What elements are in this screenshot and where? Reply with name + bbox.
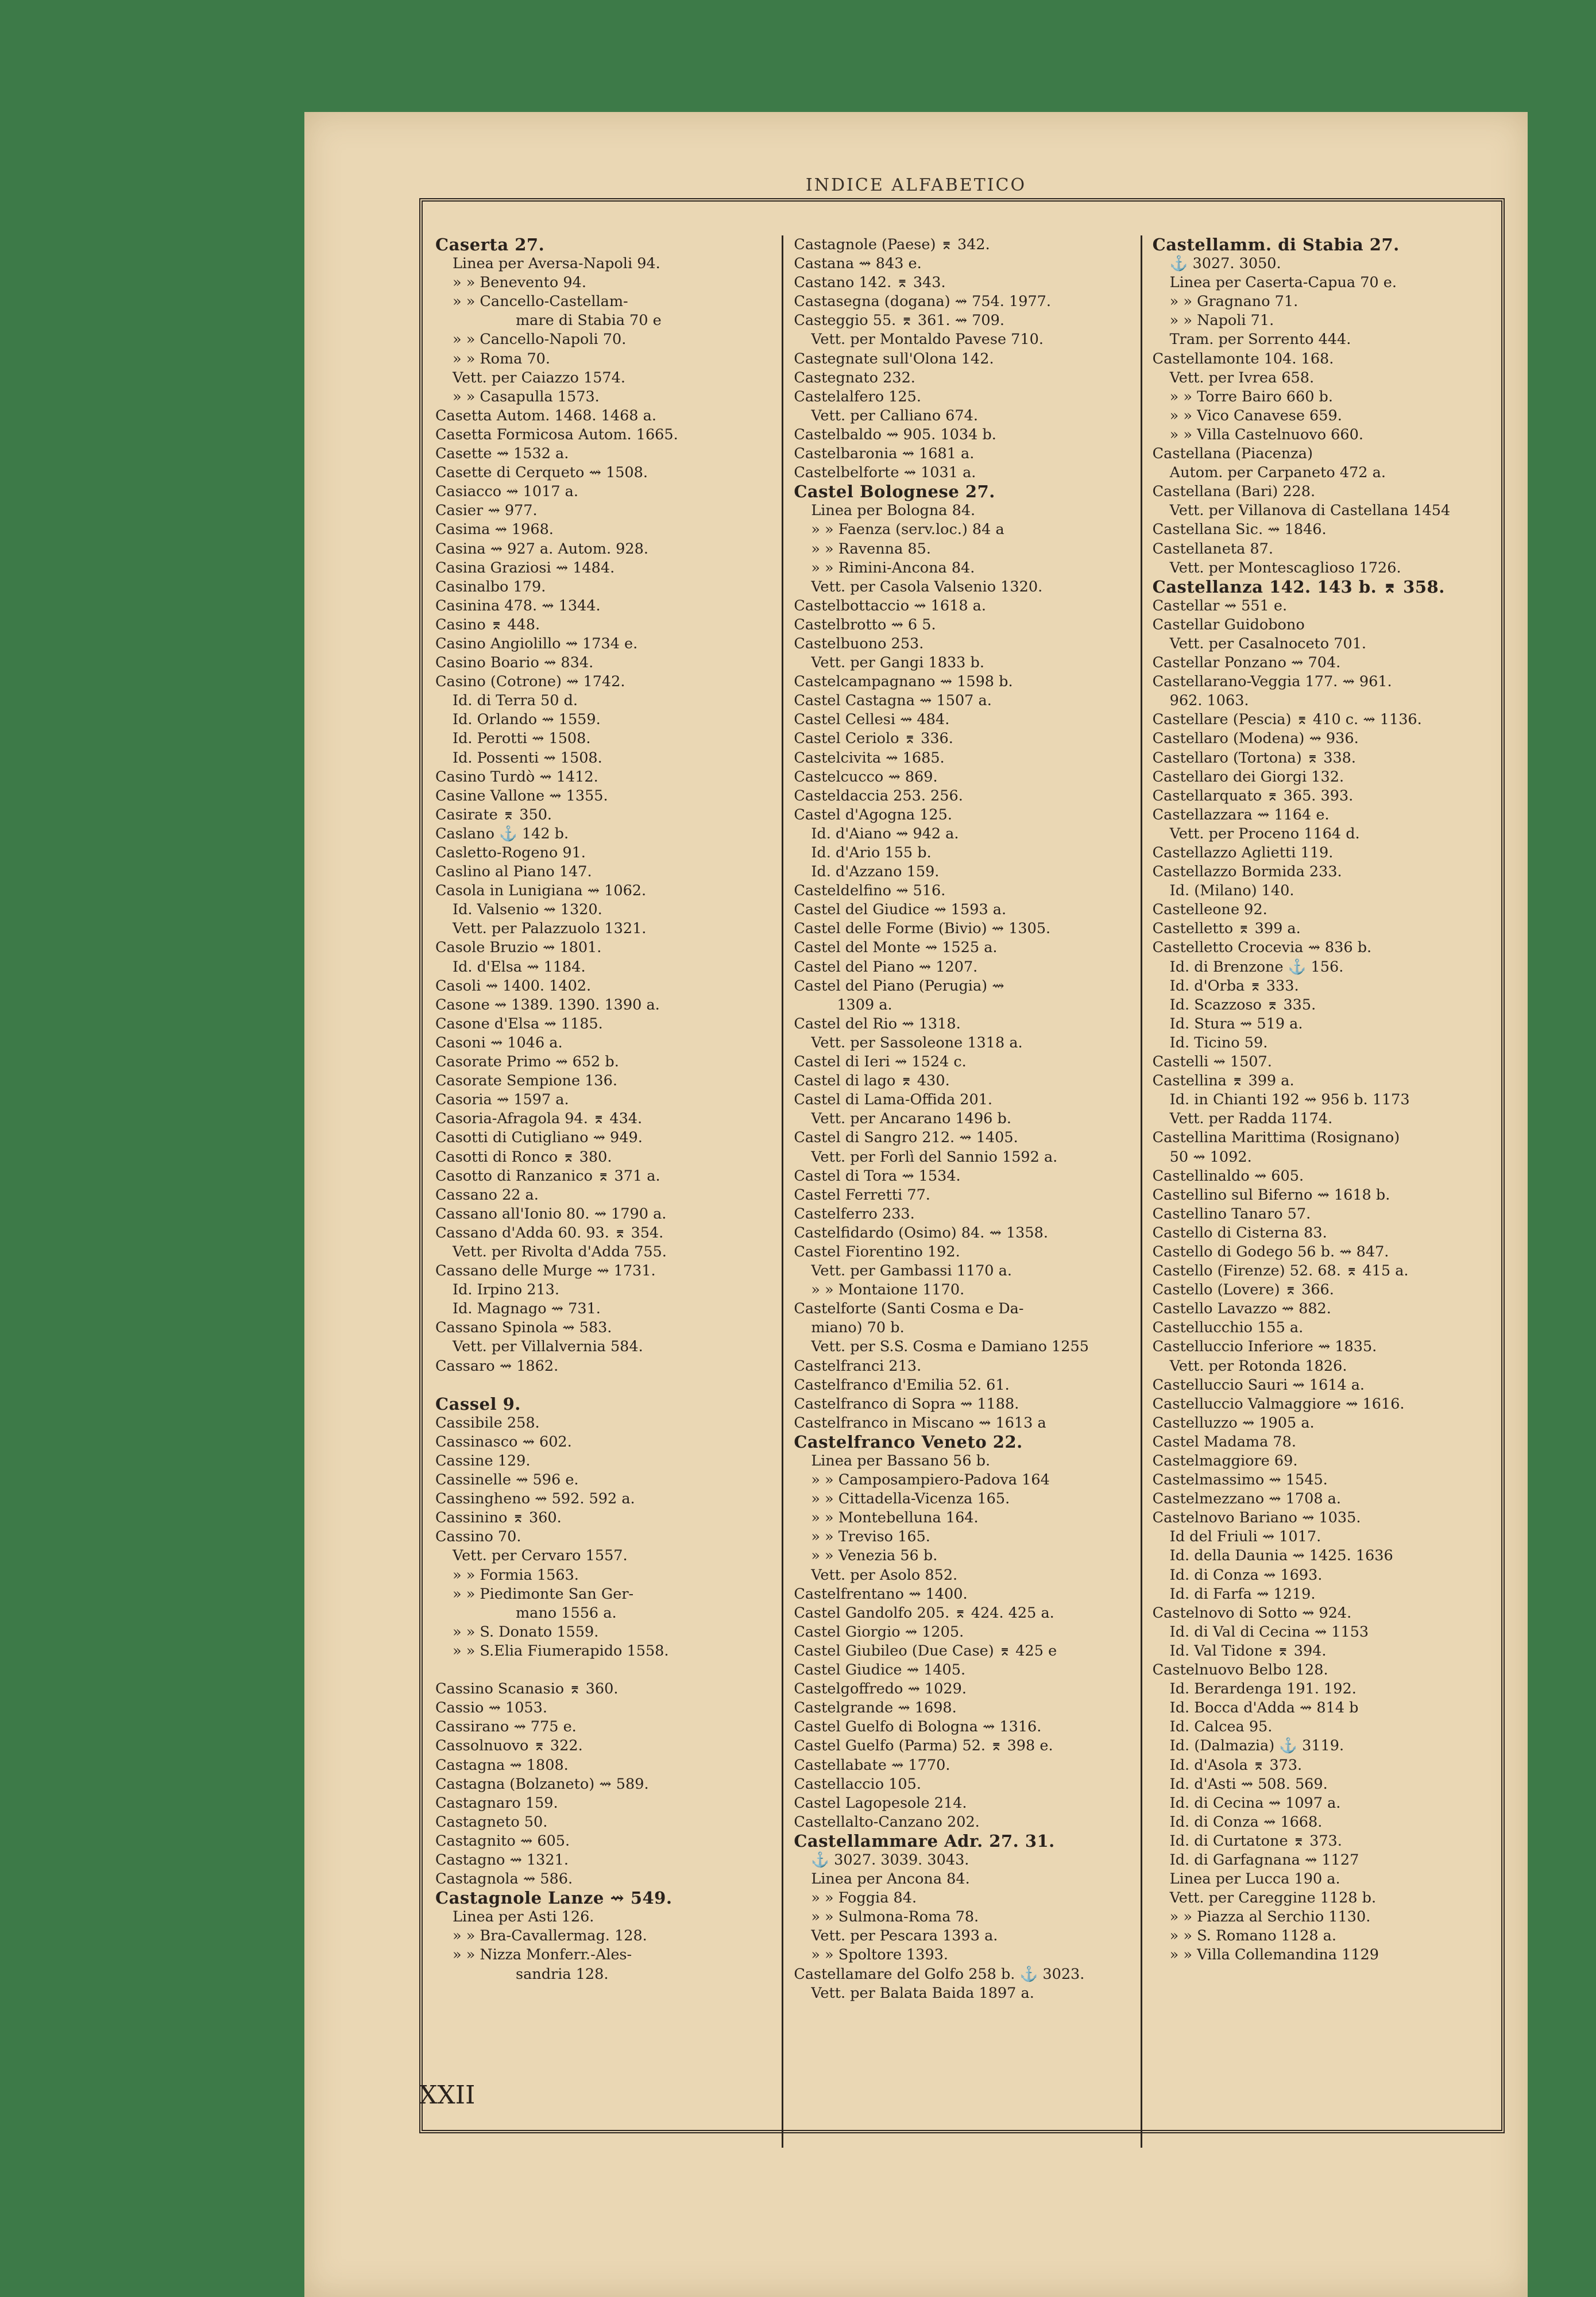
index-entry: Cassirano ⇝ 775 e. (435, 1718, 577, 1736)
index-entry: Castelferro 233. (794, 1205, 915, 1223)
index-entry: Castellarquato ⌆ 365. 393. (1152, 787, 1354, 805)
index-entry: Casoria ⇝ 1597 a. (435, 1091, 569, 1109)
index-entry: Casoria-Afragola 94. ⌆ 434. (435, 1110, 643, 1128)
index-entry: Casino Boario ⇝ 834. (435, 654, 594, 672)
index-entry: ⚓ 3027. 3050. (1169, 255, 1281, 273)
index-entry: Castello (Lovere) ⌆ 366. (1152, 1281, 1334, 1299)
index-entry: Id. d'Elsa ⇝ 1184. (453, 958, 586, 976)
index-entry: Vett. per Sassoleone 1318 a. (811, 1034, 1023, 1051)
index-heading-entry: Castagnole Lanze ⇝ 549. (435, 1889, 673, 1908)
index-entry: 1309 a. (837, 996, 892, 1014)
index-entry: Castel Giorgio ⇝ 1205. (794, 1623, 964, 1641)
index-entry: Castellana Sic. ⇝ 1846. (1152, 521, 1327, 539)
index-entry: » » Cancello-Castellam- (453, 293, 628, 311)
index-entry: Castagno ⇝ 1321. (435, 1851, 569, 1869)
index-entry: Vett. per S.S. Cosma e Damiano 1255 (811, 1338, 1089, 1356)
index-entry: » » Villa Castelnuovo 660. (1169, 426, 1363, 443)
index-entry: Id. (Dalmazia) ⚓ 3119. (1169, 1737, 1344, 1755)
index-entry: Castellina ⌆ 399 a. (1152, 1072, 1294, 1090)
index-entry: Id. della Daunia ⇝ 1425. 1636 (1169, 1547, 1393, 1565)
index-entry: Castel Giubileo (Due Case) ⌆ 425 e (794, 1642, 1057, 1660)
index-entry: Cassano 22 a. (435, 1186, 539, 1204)
index-entry: Castello (Firenze) 52. 68. ⌆ 415 a. (1152, 1262, 1409, 1280)
index-entry: Castana ⇝ 843 e. (794, 255, 922, 273)
index-entry: Casinalbo 179. (435, 578, 546, 595)
index-entry: Casetta Autom. 1468. 1468 a. (435, 407, 656, 424)
index-entry: » » Sulmona-Roma 78. (811, 1908, 979, 1926)
index-entry: Linea per Asti 126. (453, 1908, 594, 1926)
index-entry: Cassano delle Murge ⇝ 1731. (435, 1262, 656, 1280)
index-entry: Castel del Giudice ⇝ 1593 a. (794, 901, 1007, 919)
index-entry: Cassingheno ⇝ 592. 592 a. (435, 1490, 635, 1508)
index-entry: Castasegna (dogana) ⇝ 754. 1977. (794, 293, 1051, 311)
index-entry: Castelbaronia ⇝ 1681 a. (794, 445, 975, 463)
index-entry: Castel di Tora ⇝ 1534. (794, 1167, 961, 1185)
index-entry: Id. d'Asti ⇝ 508. 569. (1169, 1775, 1328, 1793)
index-entry: Tram. per Sorrento 444. (1169, 331, 1351, 349)
index-entry: Vett. per Rivolta d'Adda 755. (453, 1243, 667, 1260)
index-entry: Castel d'Agogna 125. (794, 806, 952, 823)
index-entry: Casoli ⇝ 1400. 1402. (435, 977, 592, 995)
index-entry: Id del Friuli ⇝ 1017. (1169, 1528, 1321, 1546)
index-entry: » » Gragnano 71. (1169, 293, 1299, 311)
index-entry: » » Bra-Cavallermag. 128. (453, 1927, 647, 1945)
index-entry: Vett. per Villanova di Castellana 1454 (1169, 502, 1451, 520)
index-entry: Castellarano-Veggia 177. ⇝ 961. (1152, 673, 1392, 691)
index-column-middle (782, 235, 1140, 2148)
index-entry: » » Torre Bairo 660 b. (1169, 388, 1333, 405)
index-entry: Castellare (Pescia) ⌆ 410 c. ⇝ 1136. (1152, 711, 1422, 729)
index-entry: » » Casapulla 1573. (453, 388, 600, 405)
index-entry: Castellaro dei Giorgi 132. (1152, 768, 1344, 786)
index-entry: Casima ⇝ 1968. (435, 521, 554, 539)
index-entry: Castelleone 92. (1152, 901, 1267, 919)
index-entry: Castellinaldo ⇝ 605. (1152, 1167, 1304, 1185)
index-entry: Vett. per Asolo 852. (811, 1566, 958, 1584)
index-entry: Castegnato 232. (794, 369, 915, 386)
index-entry: » » Roma 70. (453, 350, 551, 368)
index-entry: Castel Madama 78. (1152, 1433, 1296, 1451)
index-entry: Id. Stura ⇝ 519 a. (1169, 1015, 1303, 1033)
index-entry: Cassinelle ⇝ 596 e. (435, 1471, 579, 1489)
index-entry: ⚓ 3027. 3039. 3043. (811, 1851, 969, 1869)
index-entry: » » Cittadella-Vicenza 165. (811, 1490, 1010, 1508)
index-entry: Casirate ⌆ 350. (435, 806, 552, 823)
index-entry: Castelcivita ⇝ 1685. (794, 749, 945, 767)
index-entry: Cassaro ⇝ 1862. (435, 1357, 559, 1375)
index-entry: Casteldaccia 253. 256. (794, 787, 963, 805)
index-entry: » » Napoli 71. (1169, 312, 1274, 330)
index-entry: Castello Lavazzo ⇝ 882. (1152, 1300, 1331, 1318)
index-entry: Casino Turdò ⇝ 1412. (435, 768, 598, 786)
index-entry: » » Benevento 94. (453, 274, 586, 292)
index-entry: Vett. per Radda 1174. (1169, 1110, 1333, 1128)
index-entry: Vett. per Casola Valsenio 1320. (811, 578, 1043, 595)
index-entry: » » Cancello-Napoli 70. (453, 331, 627, 349)
index-entry: » » Treviso 165. (811, 1528, 930, 1546)
index-entry: Castel di Lama-Offida 201. (794, 1091, 993, 1109)
index-entry: Caslino al Piano 147. (435, 863, 592, 881)
index-entry: Vett. per Pescara 1393 a. (811, 1927, 998, 1945)
index-entry: Castellazzara ⇝ 1164 e. (1152, 806, 1330, 823)
index-entry: Cassino Scanasio ⌆ 360. (435, 1680, 619, 1698)
index-entry: Castelforte (Santi Cosma e Da- (794, 1300, 1024, 1318)
index-entry: Vett. per Forlì del Sannio 1592 a. (811, 1148, 1058, 1166)
index-entry: Casorate Sempione 136. (435, 1072, 617, 1090)
index-entry: Castelcampagnano ⇝ 1598 b. (794, 673, 1013, 691)
index-columns (425, 235, 1499, 2148)
index-entry: Castellaro (Modena) ⇝ 936. (1152, 730, 1359, 748)
index-entry: Id. d'Azzano 159. (811, 863, 940, 881)
index-column-left (425, 235, 782, 2148)
index-entry: Cassano d'Adda 60. 93. ⌆ 354. (435, 1224, 664, 1242)
index-entry: Vett. per Villalvernia 584. (453, 1338, 643, 1356)
index-entry: Castel delle Forme (Bivio) ⇝ 1305. (794, 920, 1051, 938)
index-entry: » » Venezia 56 b. (811, 1547, 938, 1565)
index-entry: » » Vico Canavese 659. (1169, 407, 1342, 424)
index-entry: Castel Cellesi ⇝ 484. (794, 711, 950, 729)
index-entry: » » S. Donato 1559. (453, 1623, 599, 1641)
index-entry: Castagna (Bolzaneto) ⇝ 589. (435, 1775, 649, 1793)
index-entry (435, 1661, 771, 1680)
index-entry: Castellazzo Aglietti 119. (1152, 844, 1334, 861)
index-entry: Castelnovo di Sotto ⇝ 924. (1152, 1604, 1352, 1622)
index-entry: » » Villa Collemandina 1129 (1169, 1946, 1379, 1964)
index-entry: miano) 70 b. (811, 1319, 905, 1337)
index-entry: Id. di Terra 50 d. (453, 692, 578, 710)
index-entry: Vett. per Calliano 674. (811, 407, 978, 424)
index-entry: Casina Graziosi ⇝ 1484. (435, 559, 615, 577)
index-entry: » » Spoltore 1393. (811, 1946, 949, 1964)
index-entry: Castel Ceriolo ⌆ 336. (794, 730, 953, 748)
index-entry: Casole Bruzio ⇝ 1801. (435, 939, 602, 957)
index-entry: Id. in Chianti 192 ⇝ 956 b. 1173 (1169, 1091, 1410, 1109)
index-entry: Casletto-Rogeno 91. (435, 844, 586, 861)
index-entry: Castellamare del Golfo 258 b. ⚓ 3023. (794, 1965, 1085, 1983)
index-entry: Id. Irpino 213. (453, 1281, 560, 1299)
page-header-title: INDICE ALFABETICO (805, 175, 1027, 195)
index-entry: Castelfranco di Sopra ⇝ 1188. (794, 1395, 1019, 1413)
index-entry: 50 ⇝ 1092. (1169, 1148, 1252, 1166)
index-entry: Castelfidardo (Osimo) 84. ⇝ 1358. (794, 1224, 1048, 1242)
index-entry: » » Ravenna 85. (811, 540, 931, 558)
index-entry: Castellar Guidobono (1152, 616, 1305, 633)
index-entry: Castelbelforte ⇝ 1031 a. (794, 464, 976, 482)
index-entry: Castelluccio Valmaggiore ⇝ 1616. (1152, 1395, 1405, 1413)
index-entry: Vett. per Casalnoceto 701. (1169, 635, 1367, 652)
index-entry: Casorate Primo ⇝ 652 b. (435, 1053, 619, 1071)
index-entry: Cassinasco ⇝ 602. (435, 1433, 572, 1451)
index-entry: » » S. Romano 1128 a. (1169, 1927, 1336, 1945)
index-entry: Castagneto 50. (435, 1813, 548, 1831)
index-entry: Castagna ⇝ 1808. (435, 1756, 569, 1774)
index-entry: Castelfranci 213. (794, 1357, 922, 1375)
index-entry: Id. di Conza ⇝ 1668. (1169, 1813, 1323, 1831)
index-entry: Castel del Rio ⇝ 1318. (794, 1015, 961, 1033)
index-entry: Casette ⇝ 1532 a. (435, 445, 569, 463)
index-entry: mare di Stabia 70 e (516, 312, 662, 330)
index-entry: Vett. per Ancarano 1496 b. (811, 1110, 1011, 1128)
index-entry: Id. di Conza ⇝ 1693. (1169, 1566, 1323, 1584)
index-entry: Id. Orlando ⇝ 1559. (453, 711, 601, 729)
index-entry: Cassibile 258. (435, 1414, 540, 1432)
index-entry: Castel Gandolfo 205. ⌆ 424. 425 a. (794, 1604, 1054, 1622)
index-entry: Castagnito ⇝ 605. (435, 1832, 570, 1850)
index-entry: Castelalfero 125. (794, 388, 921, 405)
index-entry: Castellamonte 104. 168. (1152, 350, 1334, 368)
index-heading-entry: Castellammare Adr. 27. 31. (794, 1831, 1055, 1851)
index-entry: Id. Possenti ⇝ 1508. (453, 749, 602, 767)
index-entry: Autom. per Carpaneto 472 a. (1169, 464, 1386, 482)
index-entry: Casone d'Elsa ⇝ 1185. (435, 1015, 603, 1033)
index-entry: Id. Bocca d'Adda ⇝ 814 b (1169, 1699, 1359, 1717)
index-entry: » » Faenza (serv.loc.) 84 a (811, 521, 1004, 539)
index-entry: sandria 128. (516, 1965, 609, 1983)
index-entry: Vett. per Careggine 1128 b. (1169, 1889, 1377, 1907)
index-entry: Castel di Sangro 212. ⇝ 1405. (794, 1129, 1018, 1147)
index-entry: Vett. per Cervaro 1557. (453, 1547, 628, 1565)
index-entry: Castel Guelfo di Bologna ⇝ 1316. (794, 1718, 1042, 1736)
index-entry: Castellucchio 155 a. (1152, 1319, 1304, 1337)
index-entry: Castelbuono 253. (794, 635, 924, 652)
index-entry: Castelli ⇝ 1507. (1152, 1053, 1272, 1071)
index-entry: Castellaro (Tortona) ⌆ 338. (1152, 749, 1357, 767)
index-entry: Castellina Marittima (Rosignano) (1152, 1129, 1400, 1147)
index-entry: Casotti di Cutigliano ⇝ 949. (435, 1129, 643, 1147)
index-entry: Castel Ferretti 77. (794, 1186, 930, 1204)
index-entry: Casina ⇝ 927 a. Autom. 928. (435, 540, 648, 558)
index-entry: Id. di Cecina ⇝ 1097 a. (1169, 1794, 1341, 1812)
index-entry: Id. di Val di Cecina ⇝ 1153 (1169, 1623, 1369, 1641)
index-entry: Vett. per Proceno 1164 d. (1169, 825, 1360, 842)
index-entry: Castano 142. ⌆ 343. (794, 274, 946, 292)
index-entry: Casino ⌆ 448. (435, 616, 540, 633)
index-entry: Castello di Cisterna 83. (1152, 1224, 1327, 1242)
index-entry: Castel del Piano ⇝ 1207. (794, 958, 978, 976)
index-entry: Linea per Bologna 84. (811, 502, 976, 520)
index-entry: » » Nizza Monferr.-Ales- (453, 1946, 632, 1964)
index-entry: » » S.Elia Fiumerapido 1558. (453, 1642, 669, 1660)
index-entry: Casine Vallone ⇝ 1355. (435, 787, 608, 805)
index-entry: Castellino Tanaro 57. (1152, 1205, 1311, 1223)
index-entry: Castelfrentano ⇝ 1400. (794, 1585, 968, 1603)
index-entry: Linea per Caserta-Capua 70 e. (1169, 274, 1397, 292)
index-heading-entry: Caserta 27. (435, 235, 545, 254)
index-entry: 962. 1063. (1169, 692, 1249, 710)
index-entry: Castellalto-Canzano 202. (794, 1813, 980, 1831)
index-entry: Vett. per Gambassi 1170 a. (811, 1262, 1012, 1280)
index-entry: Id. Perotti ⇝ 1508. (453, 730, 591, 748)
index-entry: Castellabate ⇝ 1770. (794, 1756, 950, 1774)
index-entry: Vett. per Caiazzo 1574. (453, 369, 625, 386)
index-entry: Id. di Garfagnana ⇝ 1127 (1169, 1851, 1359, 1869)
index-entry: Castagnaro 159. (435, 1794, 558, 1812)
index-entry: Cassine 129. (435, 1452, 531, 1470)
index-entry: Castellazzo Bormida 233. (1152, 863, 1342, 881)
page-sheet (304, 112, 1528, 2297)
index-entry: mano 1556 a. (516, 1604, 617, 1622)
index-entry: Castelfranco d'Emilia 52. 61. (794, 1376, 1010, 1394)
index-entry: » » Montebelluna 164. (811, 1509, 979, 1527)
index-entry: Castelletto ⌆ 399 a. (1152, 920, 1301, 938)
index-entry: Castel Fiorentino 192. (794, 1243, 960, 1260)
index-entry: Id. di Farfa ⇝ 1219. (1169, 1585, 1316, 1603)
index-entry: Castello di Godego 56 b. ⇝ 847. (1152, 1243, 1389, 1260)
index-entry: Castelbottaccio ⇝ 1618 a. (794, 597, 986, 614)
index-entry: Castel Lagopesole 214. (794, 1794, 967, 1812)
index-entry: Castelgrande ⇝ 1698. (794, 1699, 957, 1717)
index-entry: Castellana (Piacenza) (1152, 445, 1313, 463)
index-entry: Castelluccio Sauri ⇝ 1614 a. (1152, 1376, 1365, 1394)
index-entry: Vett. per Montescaglioso 1726. (1169, 559, 1401, 577)
index-entry: Castel del Piano (Perugia) ⇝ (794, 977, 1004, 995)
index-entry: Casino Angiolillo ⇝ 1734 e. (435, 635, 638, 652)
index-entry: Casotto di Ranzanico ⌆ 371 a. (435, 1167, 660, 1185)
index-entry: Casino (Cotrone) ⇝ 1742. (435, 673, 625, 691)
index-entry: Id. d'Orba ⌆ 333. (1169, 977, 1299, 995)
index-entry: Id. d'Asola ⌆ 373. (1169, 1756, 1303, 1774)
index-entry: » » Montaione 1170. (811, 1281, 965, 1299)
index-heading-entry: Castelfranco Veneto 22. (794, 1432, 1023, 1452)
index-entry: Castel di lago ⌆ 430. (794, 1072, 950, 1090)
index-entry: Castel Castagna ⇝ 1507 a. (794, 692, 992, 710)
index-entry: Id. (Milano) 140. (1169, 882, 1294, 900)
index-heading-entry: Castel Bolognese 27. (794, 482, 995, 502)
index-entry: Id. Ticino 59. (1169, 1034, 1268, 1051)
index-entry: » » Camposampiero-Padova 164 (811, 1471, 1050, 1489)
index-entry: Castelletto Crocevia ⇝ 836 b. (1152, 939, 1372, 957)
index-heading-entry: Castellanza 142. 143 b. ⌆ 358. (1152, 577, 1445, 597)
index-entry: Id. di Curtatone ⌆ 373. (1169, 1832, 1342, 1850)
index-entry: Id. di Brenzone ⚓ 156. (1169, 958, 1344, 976)
index-entry: Castellar Ponzano ⇝ 704. (1152, 654, 1341, 672)
index-entry: Id. Valsenio ⇝ 1320. (453, 901, 602, 919)
index-entry: Vett. per Palazzuolo 1321. (453, 920, 647, 938)
index-entry: Castelbaldo ⇝ 905. 1034 b. (794, 426, 996, 443)
index-entry: Castelgoffredo ⇝ 1029. (794, 1680, 967, 1698)
index-entry: Vett. per Ivrea 658. (1169, 369, 1315, 386)
index-entry: Castellaneta 87. (1152, 540, 1273, 558)
index-entry: Castelbrotto ⇝ 6 5. (794, 616, 936, 633)
index-heading-entry: Castellamm. di Stabia 27. (1152, 235, 1400, 254)
index-entry: Castel Giudice ⇝ 1405. (794, 1661, 966, 1679)
index-entry: Linea per Lucca 190 a. (1169, 1870, 1340, 1888)
index-entry: Castelcucco ⇝ 869. (794, 768, 938, 786)
index-entry: Casinina 478. ⇝ 1344. (435, 597, 601, 614)
index-entry: Castagnola ⇝ 586. (435, 1870, 573, 1888)
index-entry: Castellaccio 105. (794, 1775, 921, 1793)
index-entry: Casiacco ⇝ 1017 a. (435, 483, 578, 501)
index-entry: Castel del Monte ⇝ 1525 a. (794, 939, 998, 957)
index-entry: Cassino 70. (435, 1528, 521, 1546)
index-entry: Castelmassimo ⇝ 1545. (1152, 1471, 1328, 1489)
index-entry: » » Foggia 84. (811, 1889, 917, 1907)
index-entry: Castelmezzano ⇝ 1708 a. (1152, 1490, 1341, 1508)
index-entry: » » Piedimonte San Ger- (453, 1585, 634, 1603)
index-entry: Casola in Lunigiana ⇝ 1062. (435, 882, 647, 900)
index-entry: Vett. per Balata Baida 1897 a. (811, 1984, 1034, 2002)
index-entry: Castegnate sull'Olona 142. (794, 350, 994, 368)
page-number: XXII (419, 2081, 476, 2110)
index-entry: Id. d'Aiano ⇝ 942 a. (811, 825, 959, 842)
index-entry: Linea per Bassano 56 b. (811, 1452, 991, 1470)
index-entry: » » Piazza al Serchio 1130. (1169, 1908, 1371, 1926)
index-entry: Casier ⇝ 977. (435, 502, 538, 520)
index-entry: Castel di Ieri ⇝ 1524 c. (794, 1053, 967, 1071)
index-entry: Castagnole (Paese) ⌆ 342. (794, 236, 990, 253)
index-entry: Vett. per Gangi 1833 b. (811, 654, 984, 672)
index-entry: Cassinino ⌆ 360. (435, 1509, 562, 1527)
index-entry: Casteldelfino ⇝ 516. (794, 882, 946, 900)
index-entry: Castelfranco in Miscano ⇝ 1613 a (794, 1414, 1046, 1432)
index-entry: Casteggio 55. ⌆ 361. ⇝ 709. (794, 312, 1004, 330)
index-entry: Castelnovo Bariano ⇝ 1035. (1152, 1509, 1361, 1527)
index-entry: Cassio ⇝ 1053. (435, 1699, 547, 1717)
index-entry: Casone ⇝ 1389. 1390. 1390 a. (435, 996, 660, 1014)
index-entry: » » Rimini-Ancona 84. (811, 559, 975, 577)
index-entry: Castelluzzo ⇝ 1905 a. (1152, 1414, 1315, 1432)
index-entry: Cassano all'Ionio 80. ⇝ 1790 a. (435, 1205, 667, 1223)
index-entry: Casotti di Ronco ⌆ 380. (435, 1148, 612, 1166)
index-entry: Castellana (Bari) 228. (1152, 483, 1316, 501)
index-entry: Casette di Cerqueto ⇝ 1508. (435, 464, 648, 482)
index-entry (435, 1376, 771, 1395)
index-entry: Castelluccio Inferiore ⇝ 1835. (1152, 1338, 1377, 1356)
index-entry: Id. Berardenga 191. 192. (1169, 1680, 1357, 1698)
index-entry: Id. Calcea 95. (1169, 1718, 1273, 1736)
index-entry: Linea per Ancona 84. (811, 1870, 970, 1888)
index-entry: Cassano Spinola ⇝ 583. (435, 1319, 612, 1337)
index-entry: Castelmaggiore 69. (1152, 1452, 1298, 1470)
index-entry: Caslano ⚓ 142 b. (435, 825, 569, 842)
index-entry: Casetta Formicosa Autom. 1665. (435, 426, 678, 443)
index-entry: Vett. per Rotonda 1826. (1169, 1357, 1347, 1375)
index-entry: Castelnuovo Belbo 128. (1152, 1661, 1328, 1679)
index-entry: Casoni ⇝ 1046 a. (435, 1034, 563, 1051)
index-entry: Cassolnuovo ⌆ 322. (435, 1737, 583, 1755)
index-heading-entry: Cassel 9. (435, 1394, 521, 1414)
index-entry: Linea per Aversa-Napoli 94. (453, 255, 660, 273)
index-entry: Id. Scazzoso ⌆ 335. (1169, 996, 1316, 1014)
index-entry: Castellino sul Biferno ⇝ 1618 b. (1152, 1186, 1390, 1204)
index-entry: » » Formia 1563. (453, 1566, 579, 1584)
index-entry: Vett. per Montaldo Pavese 710. (811, 331, 1044, 349)
index-entry: Id. d'Ario 155 b. (811, 844, 932, 861)
index-entry: Castel Guelfo (Parma) 52. ⌆ 398 e. (794, 1737, 1053, 1755)
index-entry: Castellar ⇝ 551 e. (1152, 597, 1288, 614)
index-entry: Id. Magnago ⇝ 731. (453, 1300, 601, 1318)
index-column-right (1141, 235, 1499, 2148)
index-entry: Id. Val Tidone ⌆ 394. (1169, 1642, 1327, 1660)
